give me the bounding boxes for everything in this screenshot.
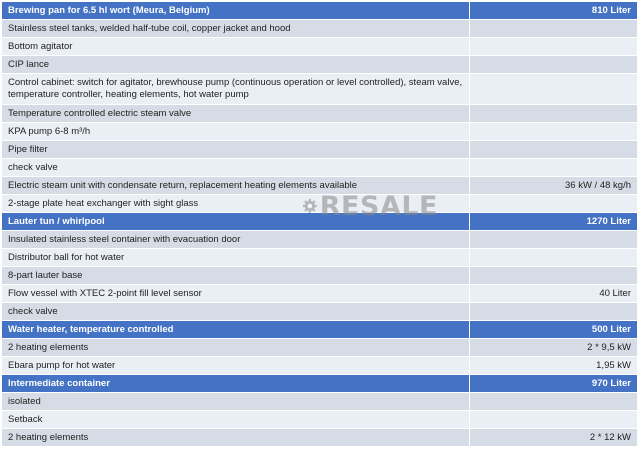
watermark-label: RESALE <box>319 190 438 222</box>
description-cell: Pipe filter <box>2 141 469 158</box>
value-cell <box>470 141 637 158</box>
description-cell: Control cabinet: switch for agitator, brewhouse pump (continuous operation or level controlled), steam valve, temperature controller, heating elements, hot water pump <box>2 74 469 104</box>
description-cell: 2-stage plate heat exchanger with sight glass <box>2 195 469 212</box>
section-title-cell: Water heater, temperature controlled <box>2 321 469 338</box>
description-cell: Ebara pump for hot water <box>2 357 469 374</box>
value-cell <box>470 231 637 248</box>
table-row <box>2 38 637 55</box>
description-cell: CIP lance <box>2 56 469 73</box>
table-row <box>2 393 637 410</box>
description-cell: Distributor ball for hot water <box>2 249 469 266</box>
table-row <box>2 339 637 356</box>
section-title-cell: Intermediate container <box>2 375 469 392</box>
value-cell: 1,95 kW <box>470 357 637 374</box>
table-row <box>2 195 637 212</box>
value-cell <box>470 105 637 122</box>
description-cell: 2 heating elements <box>2 429 469 446</box>
value-cell <box>470 393 637 410</box>
description-cell: Stainless steel tanks, welded half-tube coil, copper jacket and hood <box>2 20 469 37</box>
section-header-row <box>2 213 637 230</box>
section-header-row <box>2 2 637 19</box>
table-row <box>2 411 637 428</box>
table-row <box>2 429 637 446</box>
description-cell: 8-part lauter base <box>2 267 469 284</box>
section-title-cell: Lauter tun / whirlpool <box>2 213 469 230</box>
table-row <box>2 285 637 302</box>
value-cell <box>470 20 637 37</box>
description-cell: Setback <box>2 411 469 428</box>
spec-table-body <box>2 2 637 446</box>
table-row <box>2 231 637 248</box>
description-cell: Flow vessel with XTEC 2-point fill level sensor <box>2 285 469 302</box>
table-row <box>2 357 637 374</box>
description-cell: Insulated stainless steel container with evacuation door <box>2 231 469 248</box>
value-cell <box>470 195 637 212</box>
description-cell: Temperature controlled electric steam valve <box>2 105 469 122</box>
table-row <box>2 20 637 37</box>
capacity-cell: 1270 Liter <box>470 213 637 230</box>
value-cell <box>470 38 637 55</box>
table-row <box>2 123 637 140</box>
section-header-row <box>2 321 637 338</box>
table-row <box>2 249 637 266</box>
value-cell <box>470 249 637 266</box>
value-cell <box>470 267 637 284</box>
table-row <box>2 177 637 194</box>
value-cell: 36 kW / 48 kg/h <box>470 177 637 194</box>
section-header-row <box>2 375 637 392</box>
table-row <box>2 105 637 122</box>
table-row <box>2 303 637 320</box>
description-cell: Electric steam unit with condensate return, replacement heating elements available <box>2 177 469 194</box>
value-cell <box>470 159 637 176</box>
description-cell: check valve <box>2 303 469 320</box>
capacity-cell: 810 Liter <box>470 2 637 19</box>
value-cell: 2 * 12 kW <box>470 429 637 446</box>
table-row <box>2 141 637 158</box>
description-cell: KPA pump 6-8 m³/h <box>2 123 469 140</box>
description-cell: 2 heating elements <box>2 339 469 356</box>
value-cell <box>470 303 637 320</box>
value-cell <box>470 74 637 104</box>
description-cell: Bottom agitator <box>2 38 469 55</box>
value-cell <box>470 411 637 428</box>
value-cell <box>470 56 637 73</box>
table-row <box>2 74 637 104</box>
value-cell: 40 Liter <box>470 285 637 302</box>
table-row <box>2 56 637 73</box>
description-cell: isolated <box>2 393 469 410</box>
capacity-cell: 500 Liter <box>470 321 637 338</box>
table-row <box>2 159 637 176</box>
value-cell <box>470 123 637 140</box>
table-row <box>2 267 637 284</box>
value-cell: 2 * 9,5 kW <box>470 339 637 356</box>
section-title-cell: Brewing pan for 6.5 hl wort (Meura, Belgium) <box>2 2 469 19</box>
capacity-cell: 970 Liter <box>470 375 637 392</box>
description-cell: check valve <box>2 159 469 176</box>
equipment-spec-table <box>1 1 638 447</box>
